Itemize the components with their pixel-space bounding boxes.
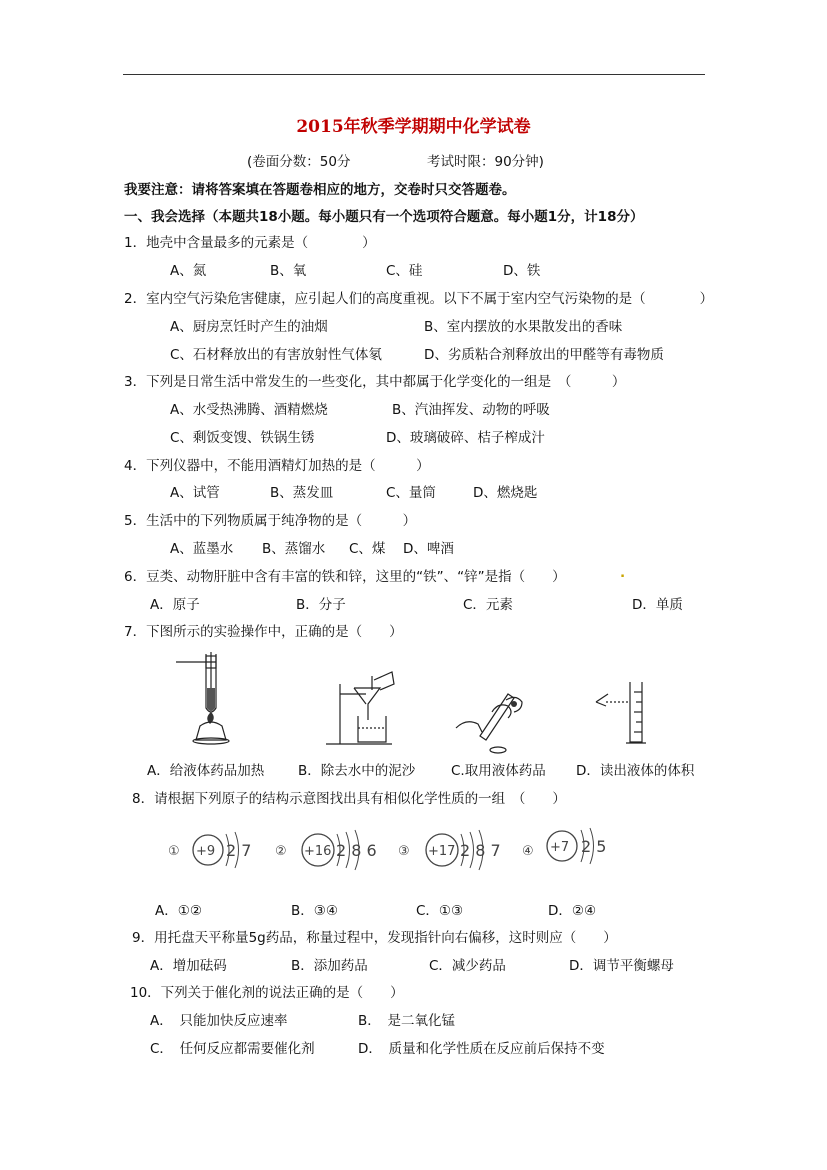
question-3-option-b: B、汽油挥发、动物的呼吸 bbox=[392, 402, 550, 418]
question-2-stem: 2．室内空气污染危害健康，应引起人们的高度重视。以下不属于室内空气污染物的是（ ） bbox=[124, 291, 714, 307]
question-8-stem: 8．请根据下列原子的结构示意图找出具有相似化学性质的一组 （ ） bbox=[132, 791, 566, 807]
atom-diagram-3 bbox=[398, 830, 501, 870]
question-2-option-c: C、石材释放出的有害放射性气体氡 bbox=[170, 347, 382, 363]
question-7-option-a: A．给液体药品加热 bbox=[147, 763, 265, 779]
header-rule bbox=[123, 74, 705, 75]
question-6-stem: 6．豆类、动物肝脏中含有丰富的铁和锌，这里的“铁”、“锌”是指（ ） bbox=[124, 569, 566, 585]
svg-text:+17: +17 bbox=[428, 844, 456, 859]
exam-title: 2015年秋季学期期中化学试卷 bbox=[296, 117, 531, 137]
svg-text:+9: +9 bbox=[196, 844, 216, 859]
question-7-option-d: D．读出液体的体积 bbox=[576, 763, 695, 779]
svg-text:+16: +16 bbox=[304, 844, 332, 859]
figure-graduated-cylinder bbox=[592, 680, 652, 746]
figure-dropper bbox=[452, 688, 532, 758]
question-9-option-d: D．调节平衡螺母 bbox=[569, 958, 674, 974]
atom-diagram-1 bbox=[168, 832, 251, 868]
figure-heating-liquid bbox=[170, 648, 250, 748]
question-10-stem: 10．下列关于催化剂的说法正确的是（ ） bbox=[130, 985, 404, 1001]
question-5-option-a: A、蓝墨水 bbox=[170, 541, 234, 557]
svg-text:2 7: 2 7 bbox=[226, 841, 252, 860]
question-8-option-b: B．③④ bbox=[291, 903, 338, 919]
question-10-option-d: D． 质量和化学性质在反应前后保持不变 bbox=[358, 1041, 605, 1057]
svg-text:2 5: 2 5 bbox=[581, 837, 607, 856]
question-1-stem: 1．地壳中含量最多的元素是（ ） bbox=[124, 235, 376, 251]
exam-time-info: 考试时限：90分钟) bbox=[427, 154, 544, 170]
question-10-option-b: B． 是二氧化锰 bbox=[358, 1013, 456, 1029]
svg-text:④: ④ bbox=[522, 844, 534, 859]
atom-diagram-2 bbox=[275, 830, 377, 870]
question-1-option-a: A、氮 bbox=[170, 263, 207, 279]
question-4-stem: 4．下列仪器中，不能用酒精灯加热的是（ ） bbox=[124, 458, 430, 474]
figure-filtration bbox=[322, 664, 402, 748]
svg-text:③: ③ bbox=[398, 844, 410, 859]
question-6-option-c: C．元素 bbox=[463, 597, 513, 613]
question-4-option-c: C、量筒 bbox=[386, 485, 436, 501]
question-6-mark: . bbox=[620, 565, 626, 581]
svg-text:2 8 7: 2 8 7 bbox=[460, 841, 501, 860]
question-5-option-b: B、蒸馏水 bbox=[262, 541, 326, 557]
question-6-option-a: A．原子 bbox=[150, 597, 200, 613]
question-5-option-c: C、煤 bbox=[349, 541, 386, 557]
question-10-option-a: A． 只能加快反应速率 bbox=[150, 1013, 288, 1029]
question-9-option-a: A．增加砝码 bbox=[150, 958, 227, 974]
question-10-option-c: C． 任何反应都需要催化剂 bbox=[150, 1041, 315, 1057]
question-9-option-c: C．减少药品 bbox=[429, 958, 506, 974]
question-7-option-b: B．除去水中的泥沙 bbox=[298, 763, 416, 779]
question-3-option-c: C、剩饭变馊、铁锅生锈 bbox=[170, 430, 315, 446]
question-8-option-a: A．①② bbox=[155, 903, 202, 919]
question-1-option-d: D、铁 bbox=[503, 263, 541, 279]
question-4-option-d: D、燃烧匙 bbox=[473, 485, 538, 501]
question-8-option-d: D．②④ bbox=[548, 903, 597, 919]
question-3-stem: 3．下列是日常生活中常发生的一些变化，其中都属于化学变化的一组是 （ ） bbox=[124, 374, 626, 390]
question-1-option-b: B、氧 bbox=[270, 263, 307, 279]
exam-score-info: (卷面分数：50分 bbox=[247, 154, 351, 170]
question-9-option-b: B．添加药品 bbox=[291, 958, 368, 974]
question-8-option-c: C．①③ bbox=[416, 903, 464, 919]
question-1-option-c: C、硅 bbox=[386, 263, 423, 279]
question-2-option-a: A、厨房烹饪时产生的油烟 bbox=[170, 319, 328, 335]
question-7-stem: 7．下图所示的实验操作中，正确的是（ ） bbox=[124, 624, 403, 640]
question-3-option-d: D、玻璃破碎、桔子榨成汁 bbox=[386, 430, 545, 446]
question-4-option-b: B、蒸发皿 bbox=[270, 485, 334, 501]
question-5-option-d: D、啤酒 bbox=[403, 541, 454, 557]
question-6-option-d: D．单质 bbox=[632, 597, 683, 613]
svg-text:+7: +7 bbox=[550, 840, 570, 855]
section-heading: 一、我会选择（本题共18小题。每小题只有一个选项符合题意。每小题1分，计18分） bbox=[124, 209, 644, 225]
question-7-option-c: C.取用液体药品 bbox=[451, 763, 546, 779]
question-3-option-a: A、水受热沸腾、酒精燃烧 bbox=[170, 402, 328, 418]
question-9-stem: 9．用托盘天平称量5g药品，称量过程中，发现指针向右偏移，这时则应（ ） bbox=[132, 930, 617, 946]
svg-text:②: ② bbox=[275, 844, 287, 859]
question-6-option-b: B．分子 bbox=[296, 597, 346, 613]
question-5-stem: 5．生活中的下列物质属于纯净物的是（ ） bbox=[124, 513, 417, 529]
svg-text:2 8 6: 2 8 6 bbox=[336, 841, 377, 860]
atom-structure-diagrams bbox=[160, 820, 610, 876]
question-2-option-d: D、劣质粘合剂释放出的甲醛等有毒物质 bbox=[424, 347, 664, 363]
notice-text: 我要注意：请将答案填在答题卷相应的地方，交卷时只交答题卷。 bbox=[124, 182, 516, 198]
question-2-option-b: B、室内摆放的水果散发出的香味 bbox=[424, 319, 623, 335]
svg-text:①: ① bbox=[168, 844, 180, 859]
question-4-option-a: A、试管 bbox=[170, 485, 220, 501]
atom-diagram-4 bbox=[522, 828, 606, 864]
